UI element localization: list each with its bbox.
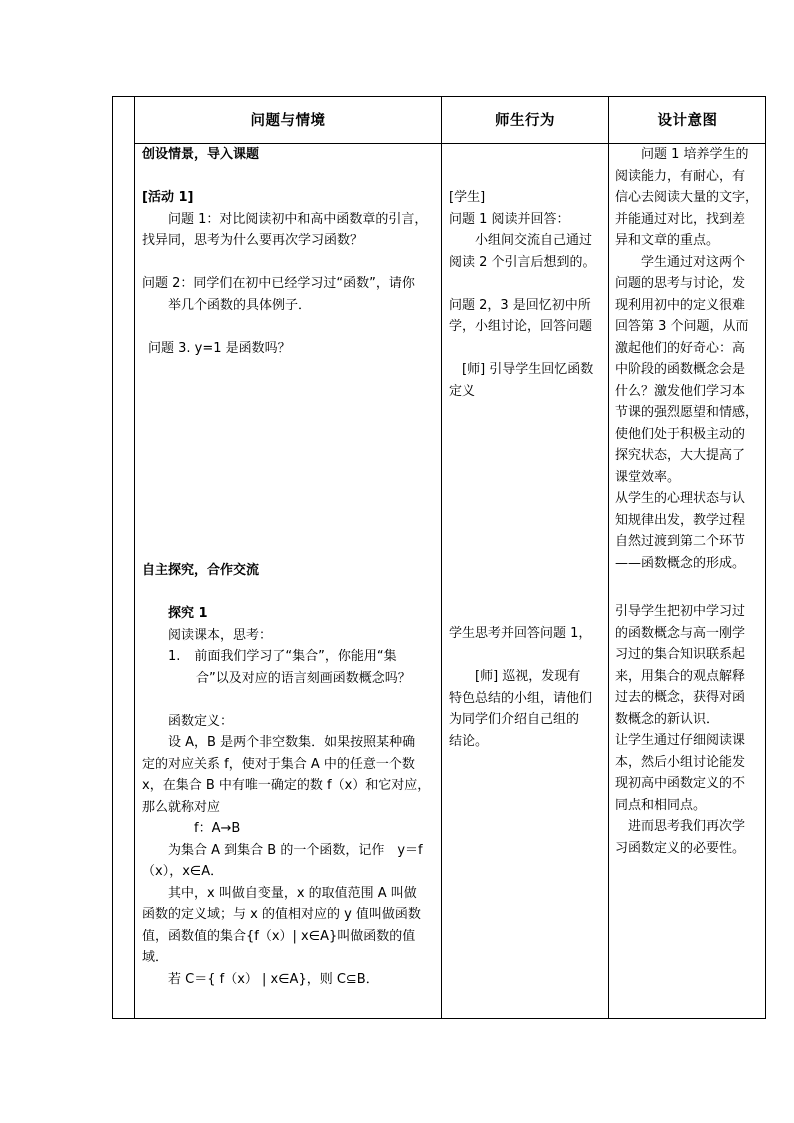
student-tag: [学生]: [449, 190, 486, 205]
intent-line: 从学生的心理状态与认: [615, 491, 746, 506]
intent-line: 节课的强烈愿望和情感，: [615, 405, 759, 420]
intent-line: 习函数定义的必要性。: [615, 840, 746, 856]
activity-line: 小组间交流自己通过: [475, 233, 593, 248]
intent-line: 让学生通过仔细阅读课: [615, 733, 746, 748]
intent-line: 数概念的新认识．: [615, 711, 720, 727]
column-divider: [441, 96, 442, 1019]
intent-line: 问题 1 培养学生的: [641, 147, 749, 162]
teacher-patrol: 特色总结的小组，请他们: [449, 690, 593, 706]
definition-line: 设 A，B 是两个非空数集．如果按照某种确: [168, 735, 416, 750]
question-1-line: 问题 1：对比阅读初中和高中函数章的引言，: [168, 211, 428, 227]
definition-line: 域．: [142, 950, 169, 965]
definition-line: x，在集合 B 中有唯一确定的数 f（x）和它对应，: [142, 778, 431, 793]
definition-line: 值，函数值的集合{f（x）| x∈A}叫做函数的值: [142, 928, 416, 944]
definition-line: 函数的定义域；与 x 的值相对应的 y 值叫做函数: [142, 907, 421, 922]
activity-line: 学生思考并回答问题 1，: [449, 626, 592, 641]
definition-line: 定的对应关系 f，使对于集合 A 中的任意一个数: [142, 756, 415, 772]
definition-line: 那么就称对应: [142, 799, 221, 815]
activity-line: 问题 1 阅读并回答：: [449, 211, 570, 227]
intent-line: 现利用初中的定义很难: [615, 297, 746, 313]
list-item: [142, 646, 438, 668]
list-item-text: 前面我们学习了“集合”，你能用“集: [194, 649, 397, 664]
activity-line: 学，小组讨论，回答问题: [449, 319, 593, 334]
teacher-guide: 定义: [449, 383, 476, 399]
intent-line: 本，然后小组讨论能发: [615, 754, 746, 770]
intent-line: 并能通过对比，找到差: [615, 211, 746, 227]
section-title-explore: 自主探究，合作交流: [142, 563, 260, 578]
column-divider: [608, 96, 609, 1019]
intent-line: 学生通过对这两个: [641, 254, 746, 270]
activity-line: 阅读 2 个引言后想到的。: [449, 254, 596, 270]
intent-line: ——函数概念的形成。: [615, 555, 746, 571]
question-2-line: 问题 2：同学们在初中已经学习过“函数”，请你: [142, 276, 415, 291]
intent-line: 来，用集合的观点解释: [615, 668, 746, 684]
intent-line: 引导学生把初中学习过: [615, 604, 746, 619]
teacher-patrol: [师] 巡视，发现有: [475, 669, 581, 684]
list-item-number: 1.: [168, 649, 181, 664]
intent-line: 的函数概念与高一刚学: [615, 625, 746, 641]
column-divider: [134, 96, 135, 1019]
definition-line: 为集合 A 到集合 B 的一个函数，记作 y＝f: [168, 842, 423, 858]
column-teacher-student: [449, 187, 605, 402]
teacher-patrol: 结论。: [449, 733, 489, 749]
read-prompt: 阅读课本，思考：: [168, 627, 273, 643]
definition-line: 其中，x 叫做自变量，x 的取值范围 A 叫做: [168, 885, 417, 901]
column-design-intent: [615, 144, 765, 574]
question-1-line: 找异同，思考为什么要再次学习函数？: [142, 233, 364, 248]
question-3: 问题 3. y=1 是函数吗？: [148, 340, 291, 356]
teacher-patrol: 为同学们介绍自己组的: [449, 712, 580, 727]
intent-line: 探究状态，大大提高了: [615, 448, 746, 463]
column-teacher-student-explore: [449, 623, 605, 752]
intent-line: 习过的集合知识联系起: [615, 647, 746, 662]
intent-line: 自然过渡到第二个环节: [615, 534, 746, 549]
intent-line: 问题的思考与讨论，发: [615, 276, 746, 291]
question-2-line: 举几个函数的具体例子．: [168, 297, 312, 313]
list-item-text: 合”以及对应的语言刻画函数概念吗？: [196, 670, 411, 686]
intent-line: 异和文章的重点。: [615, 233, 720, 248]
column-problem-context-explore: [142, 560, 438, 990]
intent-line: 过去的概念，获得对函: [615, 690, 746, 705]
definition-line: 若 C＝{ f（x） | x∈A}，则 C⊆B．: [168, 971, 379, 987]
definition-title: 函数定义：: [168, 713, 234, 729]
intent-line: 阅读能力，有耐心，有: [615, 168, 746, 184]
intent-line: 激起他们的好奇心：高: [615, 340, 746, 356]
intent-line: 同点和相同点。: [615, 797, 707, 813]
section-title-intro: 创设情景，导入课题: [142, 147, 260, 162]
mapping-notation: f：A→B: [194, 821, 241, 836]
explore-label: 探究 1: [168, 606, 208, 621]
intent-line: 课堂效率。: [615, 469, 681, 485]
activity-label: [活动 1]: [142, 190, 194, 205]
intent-line: 回答第 3 个问题，从而: [615, 319, 749, 334]
activity-line: 问题 2，3 是回忆初中所: [449, 297, 591, 313]
intent-line: 什么？激发他们学习本: [615, 383, 746, 399]
header-problem-context: 问题与情境: [250, 113, 326, 129]
teacher-guide: [师] 引导学生回忆函数: [462, 362, 594, 377]
definition-line: （x），x∈A．: [142, 864, 224, 879]
intent-line: 现初高中函数定义的不: [615, 776, 746, 791]
column-problem-context: [142, 144, 438, 359]
header-teacher-student: 师生行为: [495, 113, 555, 129]
intent-line: 中阶段的函数概念会是: [615, 362, 746, 377]
column-design-intent-explore: [615, 601, 765, 859]
intent-line: 进而思考我们再次学: [628, 819, 746, 834]
intent-line: 信心去阅读大量的文字，: [615, 190, 759, 205]
header-design-intent: 设计意图: [657, 113, 718, 129]
intent-line: 使他们处于积极主动的: [615, 426, 746, 442]
intent-line: 知规律出发，教学过程: [615, 512, 746, 528]
